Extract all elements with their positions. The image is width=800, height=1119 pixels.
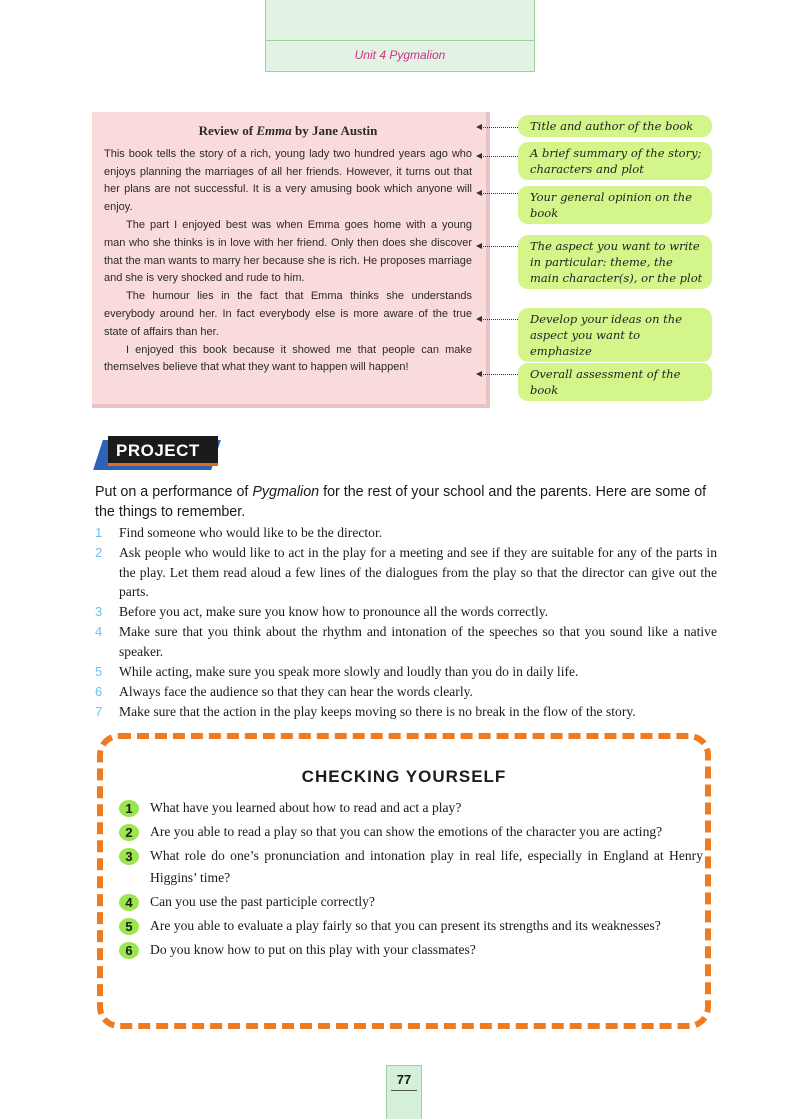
project-badge bbox=[98, 436, 220, 472]
project-steps bbox=[95, 523, 717, 723]
unit-label: Unit 4 Pygmalion bbox=[354, 48, 446, 62]
annotation-summary: A brief summary of the story; characters and plot bbox=[518, 142, 712, 180]
annotation-arrow bbox=[478, 127, 518, 128]
header-divider bbox=[266, 40, 534, 41]
project-step: 4 Make sure that you think about the rhythm and intonation of the speeches so that you sound like a native speaker. bbox=[95, 624, 717, 659]
review-title: Review of Emma by Jane Austin bbox=[198, 123, 378, 138]
project-step: 3 Before you act, make sure you know how to pronounce all the words correctly. bbox=[95, 604, 549, 620]
annotation-aspect: The aspect you want to write in particular: theme, the main character(s), or the plot bbox=[518, 235, 712, 289]
book-review-sample bbox=[92, 112, 490, 408]
project-step: 7 Make sure that the action in the play keeps moving so there is no break in the flow of the story. bbox=[95, 704, 636, 720]
annotation-title-author: Title and author of the book bbox=[518, 115, 712, 137]
annotation-arrow bbox=[478, 246, 518, 247]
review-paragraph: I enjoyed this book because it showed me that people can make themselves believe that what they want to happen will happen! bbox=[104, 343, 472, 374]
project-step: 2 Ask people who would like to act in the play for a meeting and see if they are suitable for any of the parts in the play. Let them read aloud a few lines of the dialogues from the play so that the director can give out the parts. bbox=[95, 545, 717, 600]
project-intro: Put on a performance of Pygmalion for the rest of your school and the parents. Here are some of the things to remember. bbox=[95, 484, 707, 520]
review-paragraph: This book tells the story of a rich, young lady two hundred years ago who enjoys planning the marriages of all her friends. However, it turns out that her plans are not successful. It is a very amusing book which anyone will enjoy. bbox=[104, 147, 472, 214]
question-item: 2 Are you able to read a play so that you can show the emotions of the character you are acting? bbox=[119, 821, 703, 843]
project-step: 1 Find someone who would like to be the director. bbox=[95, 525, 383, 540]
question-item: 3 What role do one’s pronunciation and intonation play in real life, especially in England at Henry Higgins’ time? bbox=[119, 845, 703, 889]
annotation-arrow bbox=[478, 374, 518, 375]
project-step: 6 Always face the audience so that they can hear the words clearly. bbox=[95, 684, 473, 700]
review-paragraph: The part I enjoyed best was when Emma goes home with a young man who she thinks is in love with her friend. Only then does she discover that the man wants to marry her because she is rich. He proposes marriage and she is very shocked and rude to him. bbox=[104, 218, 472, 285]
review-paragraph: The humour lies in the fact that Emma thinks she understands everybody around her. In fact everybody else is more aware of the true state of affairs than her. bbox=[104, 290, 472, 338]
annotation-arrow bbox=[478, 319, 518, 320]
annotation-arrow bbox=[478, 193, 518, 194]
unit-header-tab bbox=[265, 0, 535, 72]
checking-questions bbox=[119, 797, 703, 963]
question-item: 4 Can you use the past participle correctly? bbox=[119, 891, 703, 913]
project-step: 5 While acting, make sure you speak more slowly and loudly than you do in daily life. bbox=[95, 664, 579, 680]
question-item: 5 Are you able to evaluate a play fairly so that you can present its strengths and its weaknesses? bbox=[119, 915, 703, 937]
annotation-arrow bbox=[478, 156, 518, 157]
checking-yourself-title: CHECKING YOURSELF bbox=[301, 767, 507, 786]
page-number-tab bbox=[386, 1065, 422, 1119]
checking-yourself-box bbox=[97, 733, 711, 1029]
annotation-opinion: Your general opinion on the book bbox=[518, 186, 712, 224]
project-badge-label: PROJECT bbox=[116, 441, 200, 460]
page-number: 77 bbox=[391, 1072, 417, 1091]
annotation-overall: Overall assessment of the book bbox=[518, 363, 712, 401]
annotation-develop-ideas: Develop your ideas on the aspect you want to emphasize bbox=[518, 308, 712, 362]
question-item: 1 What have you learned about how to read and act a play? bbox=[119, 797, 703, 819]
question-item: 6 Do you know how to put on this play with your classmates? bbox=[119, 939, 703, 961]
